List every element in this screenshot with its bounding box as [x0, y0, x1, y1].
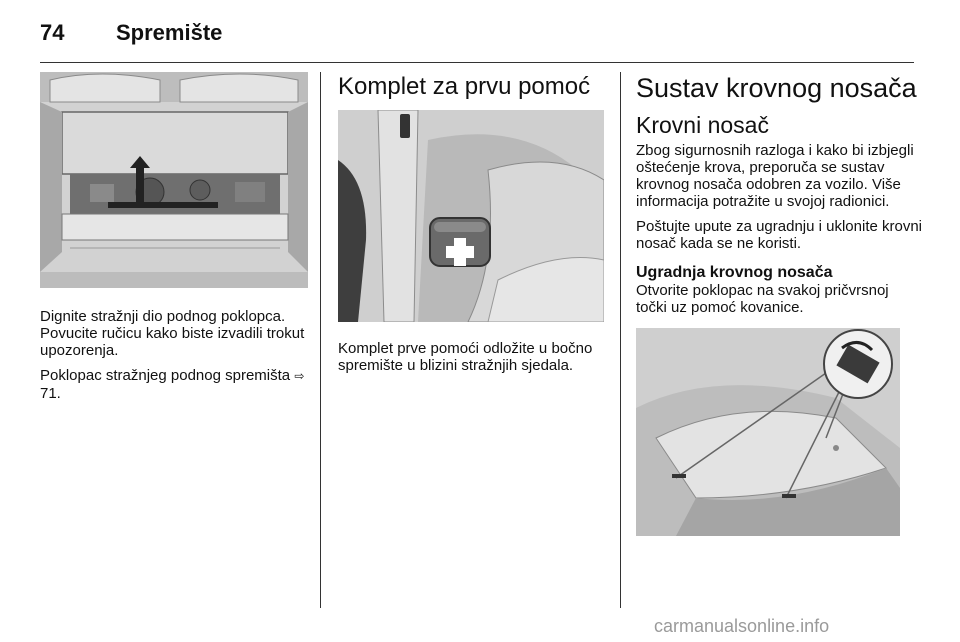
subsection-heading: Ugradnja krovnog nosača: [636, 264, 833, 281]
paragraph: Komplet prve pomoći odložite u bočno spremište u blizini stražnjih sjedala.: [338, 340, 593, 374]
paragraph-text: Poklopac stražnjeg podnog spremišta: [40, 367, 291, 384]
arrow-right-icon: ⇨: [294, 369, 305, 383]
column-divider: [320, 72, 321, 608]
column-first-aid: [338, 72, 604, 382]
column-cargo-floor: [40, 72, 308, 410]
cargo-floor-illustration: [40, 72, 308, 288]
column-divider: [620, 72, 621, 608]
page-reference-link[interactable]: 71.: [40, 385, 61, 402]
first-aid-kit-illustration: [338, 110, 604, 322]
column-roof-rack: [636, 72, 922, 536]
reference-paragraph: [40, 367, 308, 402]
page-number: 74: [40, 20, 65, 45]
roof-rack-illustration: [636, 328, 900, 536]
paragraph: Otvorite poklopac na svakoj pričvrsnoj točki uz pomoć kovanice.: [636, 282, 889, 316]
page-header: [40, 14, 914, 63]
watermark: carmanualsonline.info: [654, 616, 830, 636]
section-heading: Sustav krovnog nosača: [636, 73, 917, 103]
paragraph: Poštujte upute za ugradnju i uklonite krovni nosač kada se ne koristi.: [636, 218, 923, 252]
section-title: Spremište: [116, 20, 223, 45]
paragraph: Dignite stražnji dio podnog poklopca. Povucite ručicu kako biste izvadili trokut upozorenja.: [40, 308, 305, 359]
section-heading: Komplet za prvu pomoć: [338, 73, 591, 100]
subsection-heading: Krovni nosač: [636, 112, 769, 138]
paragraph: Zbog sigurnosnih razloga i kako bi izbjegli oštećenje krova, preporuča se sustav krovnog nosača odobren za vozilo. Više informacija potražite u svojoj radionici.: [636, 142, 914, 210]
